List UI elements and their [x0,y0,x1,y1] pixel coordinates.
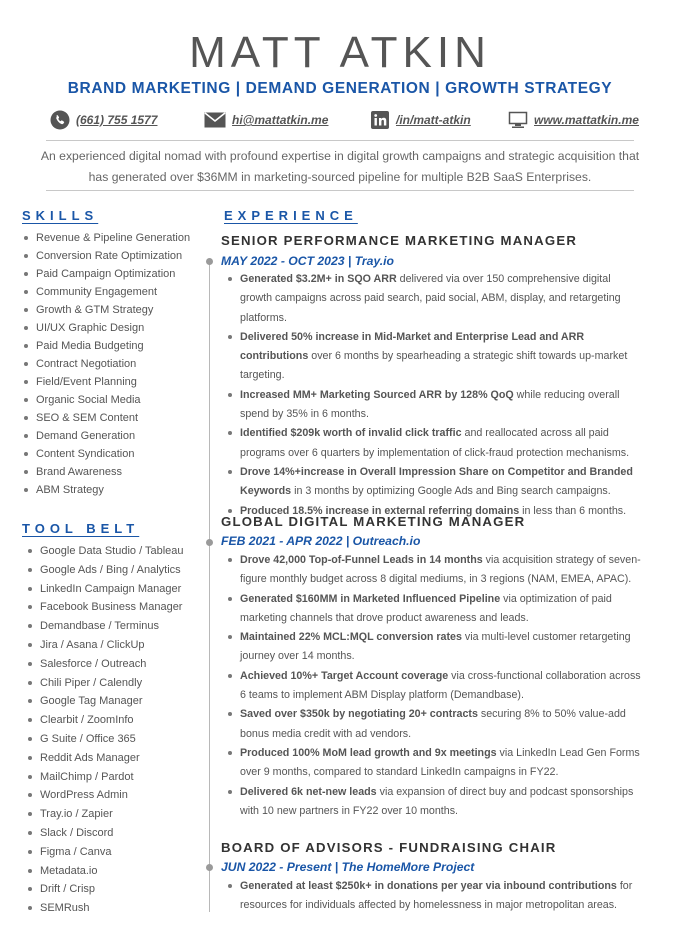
timeline-dot [206,864,213,871]
tools-list [26,542,184,918]
skills-list [22,229,190,499]
achievement-bullet: Delivered 50% increase in Mid-Market and Enterprise Lead and ARR contributions over 6 months by spearheading a strategic shift towards up-market targeting. [222,328,642,386]
achievement-highlight: Saved over $350k by negotiating 20+ contracts [240,708,478,721]
website-text: www.mattatkin.me [534,113,639,127]
tool-item: Metadata.io [26,862,184,881]
achievement-bullet: Produced 100% MoM lead growth and 9x meetings via LinkedIn Lead Gen Forms over 9 months, compared to standard LinkedIn campaigns in FY22. [222,744,642,783]
tool-item: Google Ads / Bing / Analytics [26,561,184,580]
tools-heading: TOOL BELT [22,521,140,536]
achievement-highlight: Drove 42,000 Top-of-Funnel Leads in 14 months [240,554,483,566]
tool-item: Slack / Discord [26,824,184,843]
skill-item: SEO & SEM Content [22,409,190,427]
achievement-highlight: Identified $209k worth of invalid click traffic [240,427,462,440]
tool-item: Reddit Ads Manager [26,749,184,768]
job-bullets [222,270,642,521]
tool-item: LinkedIn Campaign Manager [26,580,184,599]
achievement-highlight: Maintained 22% MCL:MQL conversion rates [240,631,462,644]
achievement-highlight: Increased MM+ Marketing Sourced ARR by 128% QoQ [240,388,514,401]
job-bullets [222,877,642,916]
skill-item: Paid Media Budgeting [22,337,190,355]
skill-item: Demand Generation [22,427,190,445]
email-text: hi@mattatkin.me [232,113,329,127]
achievement-bullet: Drove 42,000 Top-of-Funnel Leads in 14 months via acquisition strategy of seven-figure monthly budget across 8 digital mediums, in 3 regions (NAM, EMEA, APAC). [222,551,642,590]
achievement-highlight: Delivered 6k net-new leads [240,785,377,798]
timeline-line [209,262,210,912]
resume-name: MATT ATKIN [189,28,491,77]
achievement-highlight: Delivered 50% increase in Mid-Market and Enterprise Lead and ARR contributions [240,330,585,363]
linkedin-text: /in/matt-atkin [396,113,471,127]
job-title: SENIOR PERFORMANCE MARKETING MANAGER [221,233,578,248]
tool-item: Google Data Studio / Tableau [26,542,184,561]
tool-item: Drift / Crisp [26,880,184,899]
tool-item: Facebook Business Manager [26,598,184,617]
tool-item: MailChimp / Pardot [26,768,184,787]
achievement-highlight: Produced 18.5% increase in external referring domains [240,504,520,517]
job-date: MAY 2022 - OCT 2023 | Tray.io [221,254,394,268]
skill-item: Conversion Rate Optimization [22,247,190,265]
tool-item: Demandbase / Terminus [26,617,184,636]
achievement-bullet: Generated $3.2M+ in SQO ARR delivered via over 150 comprehensive digital growth campaigns across paid search, paid social, ABM, display, and retargeting platforms. [222,270,642,328]
job-title: BOARD OF ADVISORS - FUNDRAISING CHAIR [221,840,557,855]
achievement-bullet: Increased MM+ Marketing Sourced ARR by 128% QoQ while reducing overall spend by 35% in 6 months. [222,386,642,425]
job-title: GLOBAL DIGITAL MARKETING MANAGER [221,514,526,529]
achievement-bullet: Produced 18.5% increase in external referring domains in less than 6 months. [222,502,642,521]
skill-item: Community Engagement [22,283,190,301]
phone-text: (661) 755 1577 [76,113,158,127]
achievement-bullet: Saved over $350k by negotiating 20+ contracts securing 8% to 50% value-add bonus media credit with ad vendors. [222,705,642,744]
tool-item: WordPress Admin [26,786,184,805]
phone-icon [50,110,70,130]
tool-item: Clearbit / ZoomInfo [26,711,184,730]
achievement-bullet: Generated at least $250k+ in donations per year via inbound contributions for resources for individuals affected by homelessness in major metropolitan areas. [222,877,642,916]
skill-item: ABM Strategy [22,481,190,499]
summary-divider [46,190,634,191]
summary: An experienced digital nomad with profound expertise in digital growth campaigns and strategic acquisition that has generated over $36MM in marketing-sourced pipeline for multiple B2B SaaS Enterprises. [40,149,640,184]
tool-item: Chili Piper / Calendly [26,674,184,693]
tool-item: Figma / Canva [26,843,184,862]
achievement-highlight: Drove 14%+increase in Overall Impression Share on Competitor and Branded Keywords [240,465,633,498]
achievement-bullet: Generated $160MM in Marketed Influenced Pipeline via optimization of paid marketing channels that drove product awareness and leads. [222,590,642,629]
contact-phone[interactable] [50,108,157,132]
achievement-bullet: Achieved 10%+ Target Account coverage via cross-functional collaboration across 6 teams to implement ABM Display platform (Demandbase). [222,667,642,706]
achievement-bullet: Drove 14%+increase in Overall Impression Share on Competitor and Branded Keywords in 3 months by optimizing Google Ads and Bing search campaigns. [222,463,642,502]
contact-website[interactable] [508,108,639,132]
tool-item: G Suite / Office 365 [26,730,184,749]
skill-item: UI/UX Graphic Design [22,319,190,337]
skills-heading: SKILLS [22,208,99,223]
tool-item: Google Tag Manager [26,692,184,711]
experience-heading: EXPERIENCE [224,208,358,223]
achievement-highlight: Generated at least $250k+ in donations per year via inbound contributions [240,880,617,892]
skill-item: Revenue & Pipeline Generation [22,229,190,247]
monitor-icon [508,110,528,130]
achievement-bullet: Identified $209k worth of invalid click traffic and reallocated across all paid programs over 6 quarters by implementation of click-fraud protection mechanisms. [222,424,642,463]
tool-item: SEMRush [26,899,184,918]
job-date: FEB 2021 - APR 2022 | Outreach.io [221,534,421,548]
contact-linkedin[interactable] [370,108,471,132]
skill-item: Brand Awareness [22,463,190,481]
skill-item: Organic Social Media [22,391,190,409]
achievement-highlight: Generated $3.2M+ in SQO ARR [240,273,397,285]
skill-item: Growth & GTM Strategy [22,301,190,319]
resume-tagline: BRAND MARKETING | DEMAND GENERATION | GROWTH STRATEGY [67,80,613,97]
linkedin-icon [370,110,390,130]
tool-item: Tray.io / Zapier [26,805,184,824]
timeline-dot [206,258,213,265]
job-date: JUN 2022 - Present | The HomeMore Project [221,860,475,874]
achievement-highlight: Achieved 10%+ Target Account coverage [240,669,449,682]
skill-item: Contract Negotiation [22,355,190,373]
skill-item: Field/Event Planning [22,373,190,391]
job-bullets [222,551,642,821]
achievement-bullet: Maintained 22% MCL:MQL conversion rates via multi-level customer retargeting journey over 14 months. [222,628,642,667]
achievement-bullet: Delivered 6k net-new leads via expansion of direct buy and podcast sponsorships with 10 new partners in FY22 over 10 months. [222,783,642,822]
mail-icon [204,110,226,130]
timeline-dot [206,539,213,546]
header-divider [46,140,634,141]
achievement-highlight: Generated $160MM in Marketed Influenced Pipeline [240,592,501,605]
tool-item: Salesforce / Outreach [26,655,184,674]
tool-item: Jira / Asana / ClickUp [26,636,184,655]
contact-email[interactable] [204,108,328,132]
achievement-highlight: Produced 100% MoM lead growth and 9x meetings [240,746,497,759]
skill-item: Content Syndication [22,445,190,463]
skill-item: Paid Campaign Optimization [22,265,190,283]
